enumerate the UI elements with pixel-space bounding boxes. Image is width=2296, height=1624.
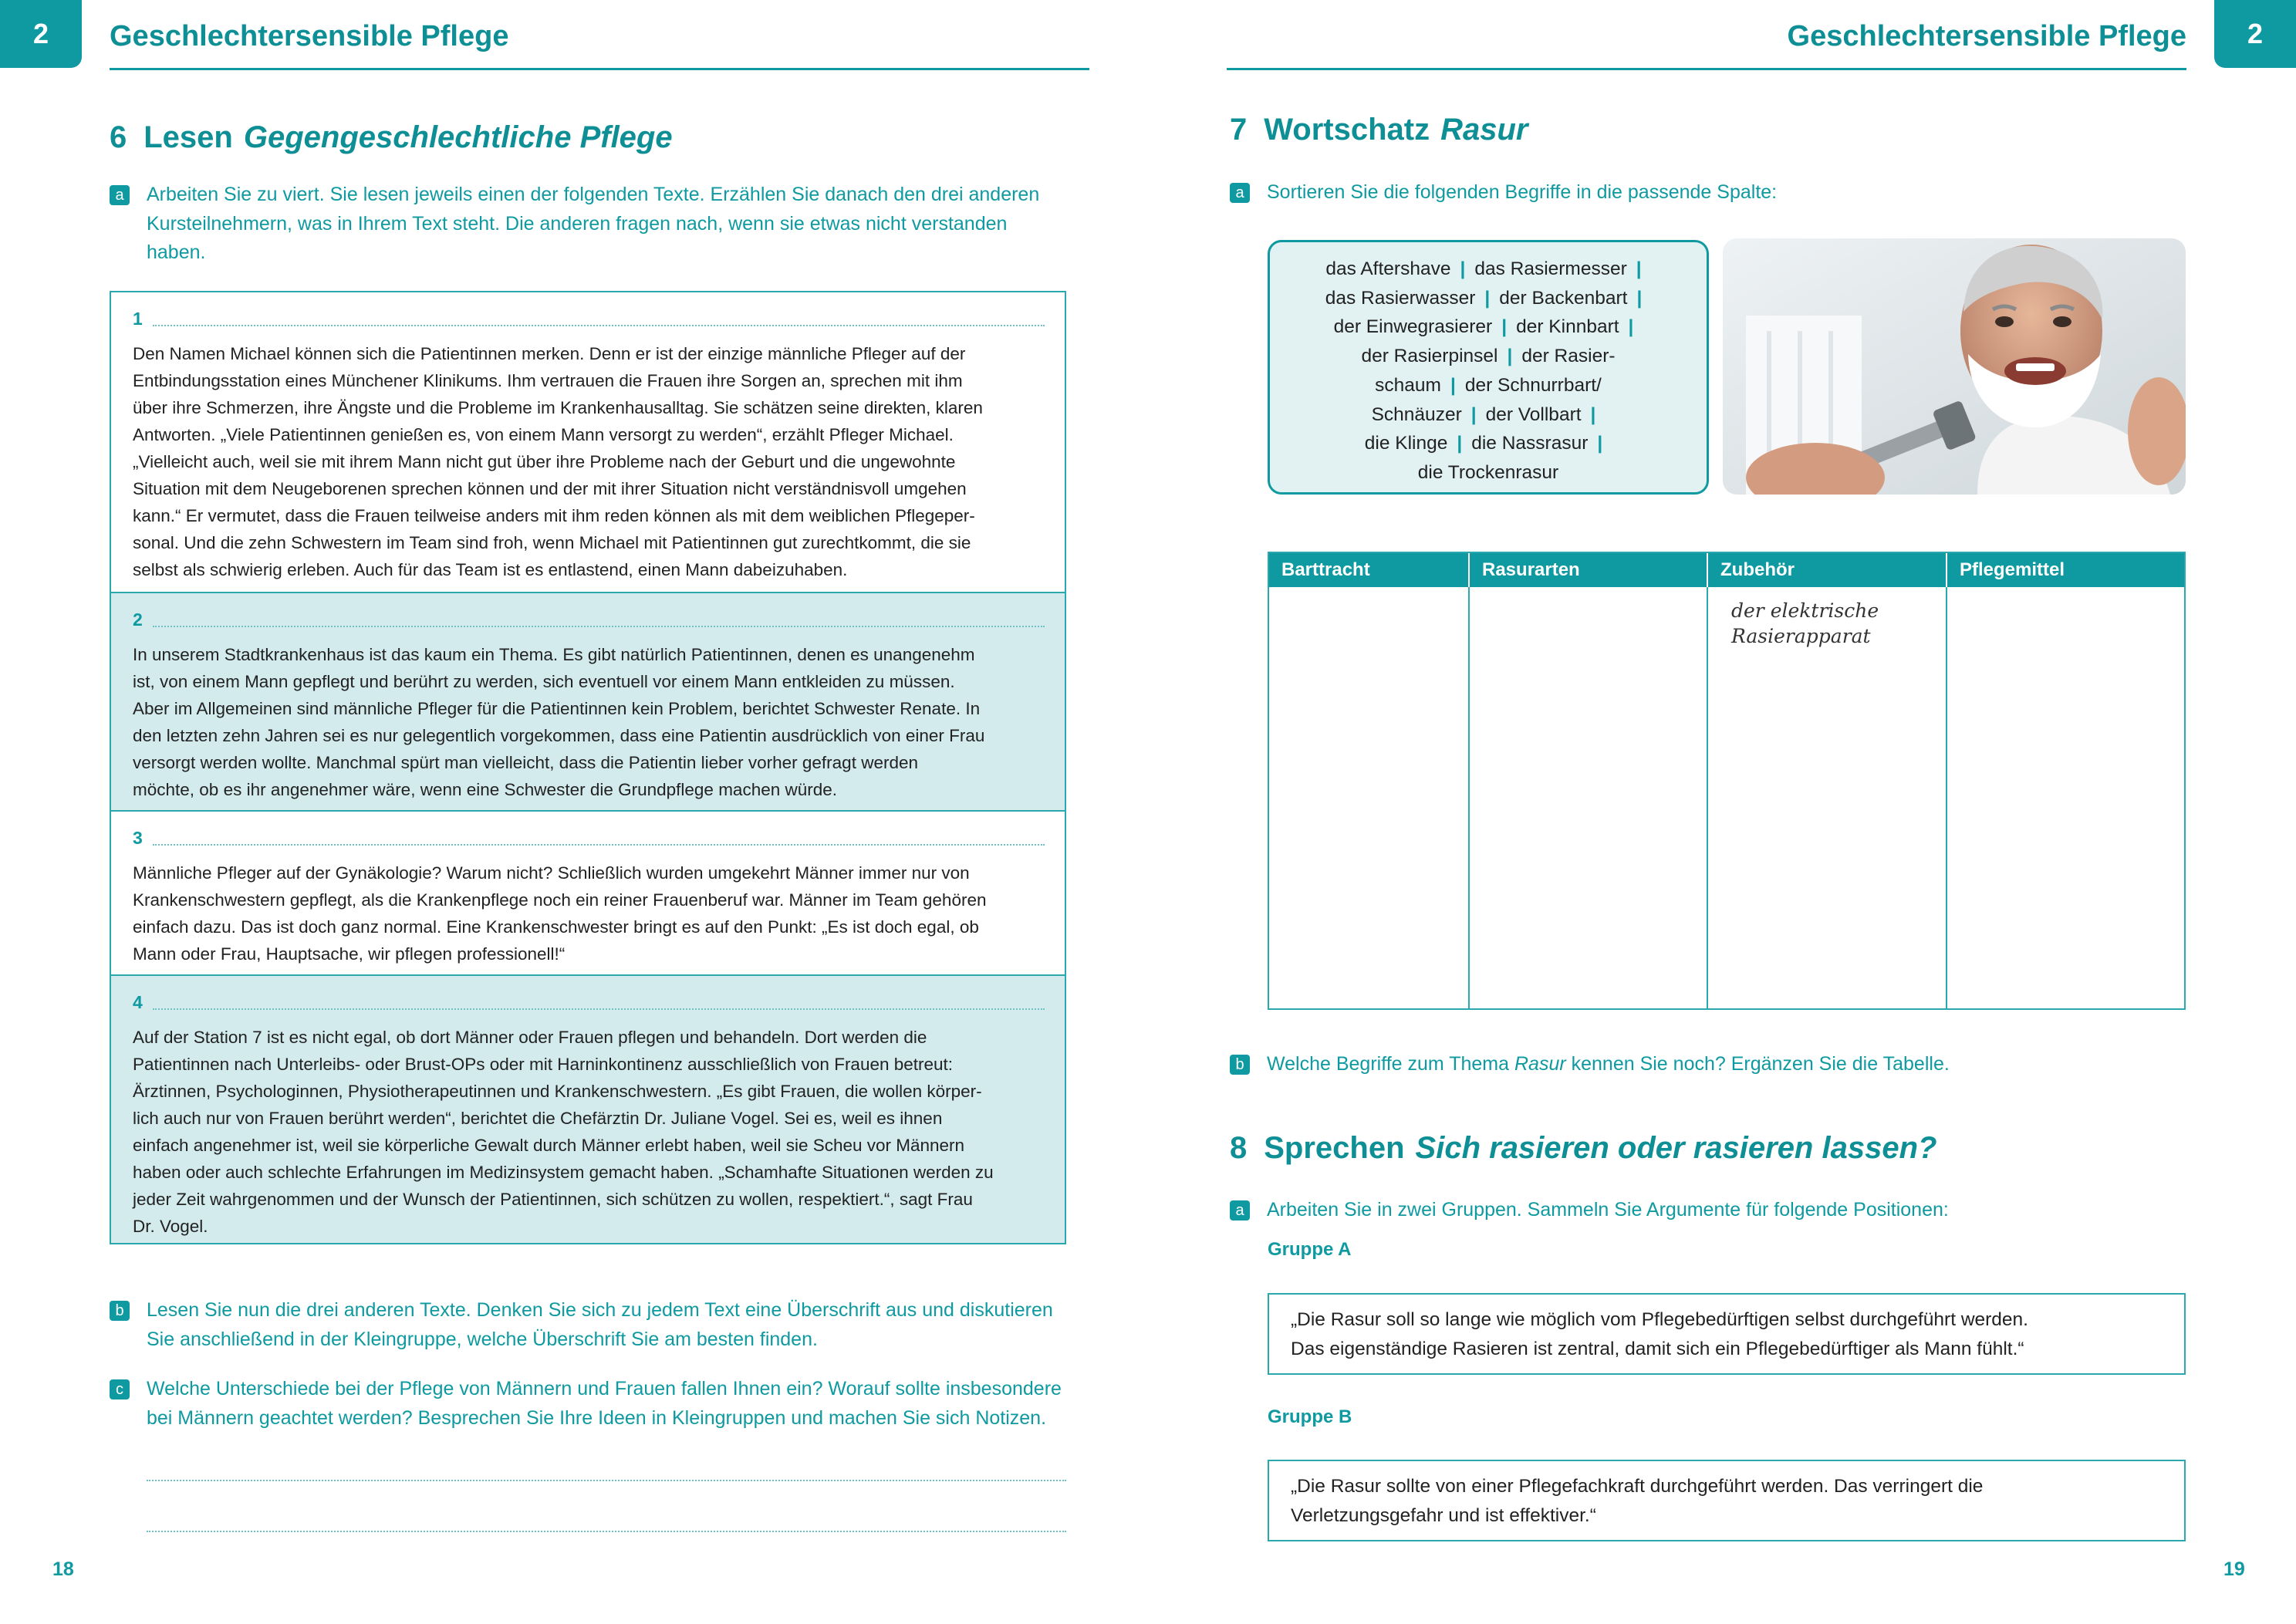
reading-text-1 xyxy=(111,292,1065,592)
task-line: bei Männern geachtet werden? Besprechen Sie Ihre Ideen in Kleingruppen und machen Sie sich Notizen. xyxy=(147,1406,1047,1429)
task-6c xyxy=(110,1375,1074,1433)
group-a-quote xyxy=(1268,1293,2186,1375)
separator-bar: | xyxy=(1636,287,1643,309)
reading-text-3 xyxy=(111,810,1065,974)
text-line: haben oder auch schlechte Erfahrungen im Medizinsystem gemacht haben. „Schamhafte Situationen werden zu xyxy=(133,1163,994,1182)
vocab-term: der Rasier- xyxy=(1521,346,1616,367)
section-number: 8 xyxy=(1230,1131,1248,1165)
vocab-term: der Einwegrasierer xyxy=(1333,316,1493,338)
vocab-term: die Trockenrasur xyxy=(1417,461,1559,483)
text-number: 4 xyxy=(133,992,143,1012)
title-writing-line[interactable] xyxy=(153,626,1045,627)
text-line: sonal. Und die zehn Schwestern im Team sind froh, wenn Michael mit Patientinnen gut zurechtkommt, die sie xyxy=(133,533,971,552)
task-letter-badge: a xyxy=(110,185,130,205)
vocab-term: der Kinnbart xyxy=(1516,316,1619,338)
notes-line-1[interactable] xyxy=(147,1480,1066,1481)
task-letter-badge: b xyxy=(1230,1055,1250,1075)
text-line: möchte, ob es ihr angenehmer wäre, wenn eine Schwester die Grundpflege machen würde. xyxy=(133,780,838,799)
text-number: 3 xyxy=(133,828,143,848)
table-cell-pflegemittel[interactable] xyxy=(1947,587,2184,1008)
text-line: versorgt werden wollte. Manchmal spürt man vielleicht, dass die Patientin lieber vorher gefragt werden xyxy=(133,753,918,772)
word-line xyxy=(1293,342,1683,371)
text-line: Entbindungsstation eines Münchener Klinikums. Ihm vertrauen die Frauen ihre Sorgen an, sprechen mit ihm xyxy=(133,371,963,390)
task-instructions xyxy=(147,181,1039,268)
text-number: 1 xyxy=(133,309,143,329)
handwritten-line: der elektrische xyxy=(1731,599,1879,622)
task-line: Lesen Sie nun die drei anderen Texte. Denken Sie sich zu jedem Text eine Überschrift aus und diskutieren xyxy=(147,1299,1053,1321)
task-letter-badge: a xyxy=(1230,183,1250,203)
header-rule-right xyxy=(1227,68,2186,70)
separator-bar: | xyxy=(1507,346,1513,367)
section-subtitle: Rasur xyxy=(1440,113,1528,147)
table-cell-zubehoer[interactable] xyxy=(1708,587,1947,1008)
text-line: einfach angenehmer ist, weil sie körperliche Gewalt durch Männer erlebt haben, weil sie Scheu vor Männern xyxy=(133,1136,965,1155)
word-line xyxy=(1293,312,1683,342)
word-line xyxy=(1293,255,1683,284)
text-line: Dr. Vogel. xyxy=(133,1217,208,1236)
text-number: 2 xyxy=(133,609,143,630)
vocab-term: schaum xyxy=(1375,374,1441,396)
section-7-title xyxy=(1230,113,1528,147)
task-line: Welche Unterschiede bei der Pflege von Männern und Frauen fallen Ihnen ein? Worauf sollte insbesondere xyxy=(147,1378,1062,1399)
separator-bar: | xyxy=(1628,316,1634,338)
text-line: jeder Zeit wahrgenommen und der Wunsch der Patientinnen, sich schützen zu wollen, respektiert.“, sagt Frau xyxy=(133,1190,973,1209)
task-text-part: kennen Sie noch? Ergänzen Sie die Tabelle. xyxy=(1565,1053,1950,1075)
group-b-label: Gruppe B xyxy=(1268,1406,1352,1427)
text-body xyxy=(133,641,1045,803)
separator-bar: | xyxy=(1470,403,1477,425)
vocab-term: die Nassrasur xyxy=(1471,433,1589,454)
reading-text-2 xyxy=(111,592,1065,810)
separator-bar: | xyxy=(1636,258,1642,279)
vocab-term: der Schnurrbart/ xyxy=(1464,374,1602,396)
notes-line-2[interactable] xyxy=(147,1531,1066,1532)
word-line xyxy=(1293,458,1683,488)
table-header-cell: Pflegemittel xyxy=(1960,559,2065,580)
word-line xyxy=(1293,371,1683,400)
table-cell-rasurarten[interactable] xyxy=(1470,587,1708,1008)
table-body-row xyxy=(1269,587,2184,1008)
task-text-part: Welche Begriffe zum Thema xyxy=(1267,1053,1514,1075)
separator-bar: | xyxy=(1597,433,1603,454)
text-line: den letzten zehn Jahren sei es nur gelegentlich vorgekommen, dass eine Patientin ausdrücklich von einer Frau xyxy=(133,726,985,745)
task-7a xyxy=(1230,178,2186,208)
word-line xyxy=(1293,284,1683,313)
task-line: Kursteilnehmern, was in Ihrem Text steht. Die anderen fragen nach, wenn sie etwas nicht verstanden xyxy=(147,212,1008,235)
page-number-right: 19 xyxy=(2223,1558,2245,1580)
task-instructions xyxy=(147,1296,1053,1354)
text-line: über ihre Schmerzen, ihre Ängste und die Probleme im Krankenhausalltag. Sie schätzen seine direkten, klaren xyxy=(133,398,983,417)
vocab-term: das Aftershave xyxy=(1325,258,1451,279)
section-heading: Lesen xyxy=(144,120,233,154)
text-body xyxy=(133,340,1045,583)
text-line: lich auch nur von Frauen berührt werden“, berichtet die Chefärztin Dr. Juliane Vogel. Sei es, weil es ihnen xyxy=(133,1109,943,1128)
text-line: einfach dazu. Das ist doch ganz normal. Eine Krankenschwester bringt es auf den Punkt: „Es ist doch egal, ob xyxy=(133,917,979,937)
chapter-badge-right: 2 xyxy=(2214,0,2296,68)
text-line: Aber im Allgemeinen sind männliche Pfleger für die Patientinnen kein Problem, berichtet Schwester Renate. In xyxy=(133,699,981,718)
text-line: Antworten. „Viele Patientinnen genießen es, von einem Mann versorgt zu werden“, erzählt Pfleger Michael. xyxy=(133,425,954,444)
table-cell-barttracht[interactable] xyxy=(1269,587,1470,1008)
handwritten-example xyxy=(1708,587,1946,649)
vocab-term: die Klinge xyxy=(1364,433,1448,454)
vocab-term: der Rasierpinsel xyxy=(1361,346,1498,367)
text-line: Patientinnen nach Unterleibs- oder Brust-OPs oder mit Harninkontinenz ausschließlich von Frauen betreut: xyxy=(133,1055,954,1074)
vocab-term: Schnäuzer xyxy=(1371,403,1462,425)
task-letter-badge: a xyxy=(1230,1200,1250,1221)
reading-texts-box xyxy=(110,291,1066,1244)
task-letter-badge: c xyxy=(110,1379,130,1399)
table-header-cell: Rasurarten xyxy=(1470,553,1708,587)
photo-man-shaving-illustration xyxy=(1723,238,2186,495)
section-number: 7 xyxy=(1230,113,1248,147)
text-line: Situation mit dem Neugeborenen sprechen können und der mit ihrer Situation nicht verständnisvoll umgehen xyxy=(133,479,967,498)
title-writing-line[interactable] xyxy=(153,325,1045,326)
section-number: 6 xyxy=(110,120,127,154)
page-number-left: 18 xyxy=(52,1558,74,1580)
task-instructions xyxy=(147,1375,1062,1433)
text-line: In unserem Stadtkrankenhaus ist das kaum ein Thema. Es gibt natürlich Patientinnen, denen es unangenehm xyxy=(133,645,975,664)
word-line xyxy=(1293,400,1683,430)
table-header-cell: Zubehör xyxy=(1708,553,1947,587)
header-rule-left xyxy=(110,68,1089,70)
separator-bar: | xyxy=(1590,403,1596,425)
task-text-italic: Rasur xyxy=(1514,1053,1566,1075)
text-line: Männliche Pfleger auf der Gynäkologie? Warum nicht? Schließlich wurden umgekehrt Männer immer nur von xyxy=(133,863,970,883)
vocabulary-word-box xyxy=(1268,240,1709,495)
text-line: kann.“ Er vermutet, dass die Frauen teilweise anders mit ihm reden können als mit dem weiblichen Pflegeper- xyxy=(133,506,975,525)
section-heading: Sprechen xyxy=(1264,1131,1405,1165)
task-line: Arbeiten Sie zu viert. Sie lesen jeweils einen der folgenden Texte. Erzählen Sie danach den drei anderen xyxy=(147,184,1040,205)
table-header-cell: Barttracht xyxy=(1269,553,1470,587)
text-line: selbst als schwierig erleben. Auch für das Team ist es entlastend, einen Mann dabeizuhaben. xyxy=(133,560,848,579)
task-line: haben. xyxy=(147,241,206,263)
text-body xyxy=(133,859,1045,967)
task-instructions xyxy=(1267,1050,1950,1079)
separator-bar: | xyxy=(1450,374,1456,396)
group-a-label: Gruppe A xyxy=(1268,1239,1352,1260)
chapter-badge-left: 2 xyxy=(0,0,82,68)
text-body xyxy=(133,1024,1045,1240)
vocab-term: der Vollbart xyxy=(1485,403,1582,425)
task-7b xyxy=(1230,1050,2186,1079)
task-instructions: Sortieren Sie die folgenden Begriffe in die passende Spalte: xyxy=(1267,181,1778,203)
photo-man-shaving xyxy=(1723,238,2186,495)
text-line: Krankenschwestern gepflegt, als die Krankenpflege noch ein reiner Frauenberuf war. Männer im Team gehören xyxy=(133,890,987,910)
vocab-term: das Rasierwasser xyxy=(1325,287,1476,309)
text-line: Auf der Station 7 ist es nicht egal, ob dort Männer oder Frauen pflegen und behandeln. Dort werden die xyxy=(133,1028,927,1047)
handwritten-line: Rasierapparat xyxy=(1731,625,1871,647)
task-8a xyxy=(1230,1196,2186,1225)
separator-bar: | xyxy=(1457,433,1463,454)
text-line: Den Namen Michael können sich die Patientinnen merken. Denn er ist der einzige männliche Pfleger auf der xyxy=(133,344,966,363)
header-title-right: Geschlechtersensible Pflege xyxy=(1787,20,2186,52)
quote-line: Das eigenständige Rasieren ist zentral, damit sich ein Pflegebedürftiger als Mann fühlt.“ xyxy=(1291,1338,2024,1359)
text-line: „Vielleicht auch, weil sie mit ihrem Mann nicht gut über ihre Probleme nach der Geburt und die ungewohnte xyxy=(133,452,956,471)
section-6-title xyxy=(110,120,673,155)
quote-line: „Die Rasur soll so lange wie möglich vom Pflegebedürftigen selbst durchgeführt werden. xyxy=(1291,1309,2028,1330)
section-subtitle: Gegengeschlechtliche Pflege xyxy=(243,120,673,154)
title-writing-line[interactable] xyxy=(153,844,1045,846)
group-b-quote xyxy=(1268,1460,2186,1541)
task-line: Sie anschließend in der Kleingruppe, welche Überschrift Sie am besten finden. xyxy=(147,1328,818,1350)
task-letter-badge: b xyxy=(110,1301,130,1321)
section-heading: Wortschatz xyxy=(1264,113,1430,147)
reading-text-4 xyxy=(111,974,1065,1243)
sorting-table xyxy=(1268,552,2186,1010)
separator-bar: | xyxy=(1501,316,1508,338)
quote-line: „Die Rasur sollte von einer Pflegefachkraft durchgeführt werden. Das verringert die xyxy=(1291,1476,1984,1497)
text-line: Ärztinnen, Psychologinnen, Physiotherapeutinnen und Krankenschwestern. „Es gibt Frauen, die wollen körper- xyxy=(133,1082,982,1101)
table-header-row xyxy=(1269,553,2184,587)
task-instructions: Arbeiten Sie in zwei Gruppen. Sammeln Sie Argumente für folgende Positionen: xyxy=(1267,1199,1949,1221)
vocab-term: das Rasiermesser xyxy=(1474,258,1627,279)
text-line: ist, von einem Mann gepflegt und berührt zu werden, sich eventuell vor einem Mann entkleiden zu müssen. xyxy=(133,672,955,691)
text-line: Mann oder Frau, Hauptsache, wir pflegen professionell!“ xyxy=(133,944,566,964)
title-writing-line[interactable] xyxy=(153,1008,1045,1010)
quote-line: Verletzungsgefahr und ist effektiver.“ xyxy=(1291,1504,1596,1526)
vocab-term: der Backenbart xyxy=(1499,287,1628,309)
section-subtitle: Sich rasieren oder rasieren lassen? xyxy=(1415,1131,1937,1165)
task-6b xyxy=(110,1296,1074,1354)
separator-bar: | xyxy=(1484,287,1491,309)
header-title-left: Geschlechtersensible Pflege xyxy=(110,20,509,52)
separator-bar: | xyxy=(1460,258,1466,279)
section-8-title xyxy=(1230,1131,1936,1166)
word-line xyxy=(1293,429,1683,458)
task-6a xyxy=(110,181,1074,268)
